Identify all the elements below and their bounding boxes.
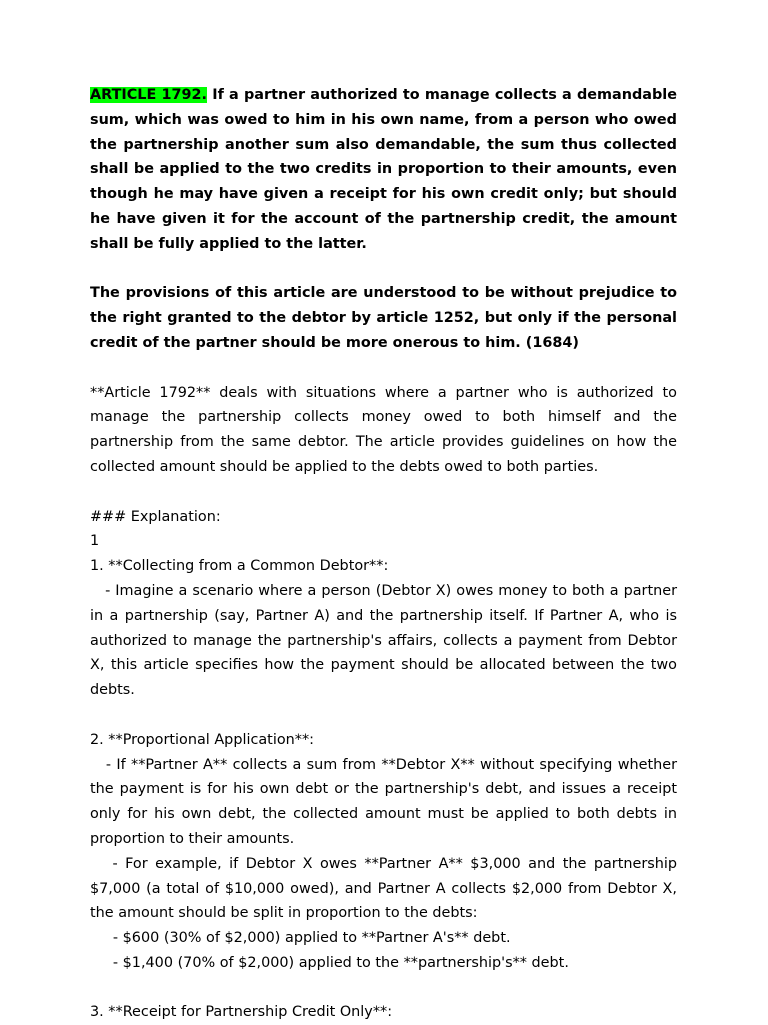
spacer	[90, 976, 677, 1001]
item2-title: 2. **Proportional Application**:	[90, 731, 314, 748]
explanation-heading: ### Explanation:	[90, 508, 221, 525]
item1-body: - Imagine a scenario where a person (Debtor X) owes money to both a partner in a partnership (say, Partner A) and the partnership itself. If Partner A, who is authorized to manage the partnership's affairs, collects a payment from Debtor X, this article specifies how the payment should be allocated between the two debts.	[90, 582, 682, 699]
item2-body-b: - For example, if Debtor X owes **Partner A** $3,000 and the partnership $7,000 (a total of $10,000 owed), and Partner A collects $2,000 from Debtor X, the amount should be split in proportion to the debts:	[90, 855, 682, 922]
spacer	[90, 703, 677, 728]
article-text: If a partner authorized to manage collects a demandable sum, which was owed to him in his own name, from a person who owed the partnership another sum also demandable, the sum thus collected shall be applied to the two credits in proportion to their amounts, even though he may have given a receipt for his own credit only; but should he have given it for the account of the partnership credit, the amount shall be fully applied to the latter.	[90, 87, 677, 252]
spacer	[90, 356, 677, 381]
stray-number: 1	[90, 533, 100, 550]
item2-sub1: - $600 (30% of $2,000) applied to **Partner A's** debt.	[90, 930, 511, 947]
item3-title: 3. **Receipt for Partnership Credit Only**:	[90, 1004, 393, 1021]
item2-sub2: - $1,400 (70% of $2,000) applied to the **partnership's** debt.	[90, 954, 569, 971]
intro-paragraph: **Article 1792** deals with situations where a partner who is authorized to manage the partnership collects money owed to both himself and the partnership from the same debtor. The article provides guidelines on how the collected amount should be applied to the debts owed to both parties.	[90, 384, 677, 475]
item1-title: 1. **Collecting from a Common Debtor**:	[90, 558, 389, 575]
spacer	[90, 480, 677, 505]
spacer	[90, 257, 677, 282]
item2-body-a: - If **Partner A** collects a sum from **Debtor X** without specifying whether the payment is for his own debt or the partnership's debt, and issues a receipt only for his own debt, the collected amount must be applied to both debts in proportion to their amounts.	[90, 756, 682, 847]
document-page	[90, 83, 682, 1025]
article-paragraph	[90, 83, 677, 257]
article-proviso: The provisions of this article are understood to be without prejudice to the right granted to the debtor by article 1252, but only if the personal credit of the partner should be more onerous to him. (1684)	[90, 285, 677, 351]
article-heading: ARTICLE 1792.	[90, 87, 208, 103]
